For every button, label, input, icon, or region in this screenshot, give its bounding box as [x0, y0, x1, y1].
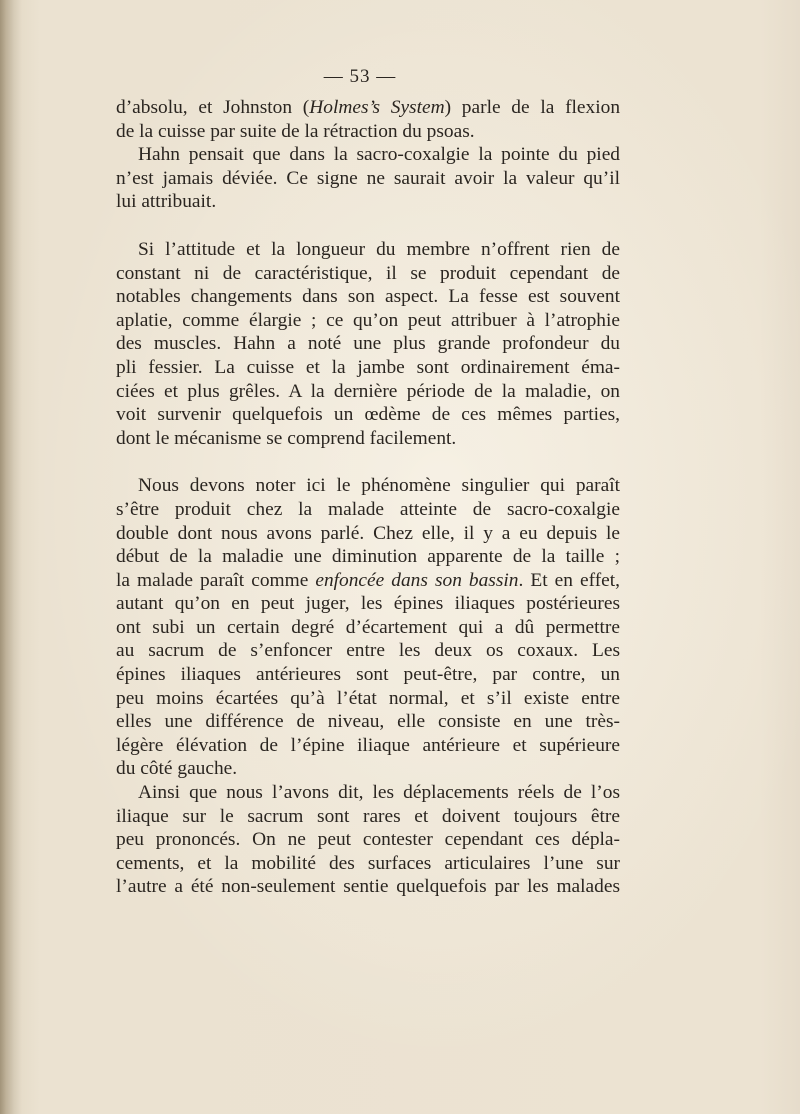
text-line: [116, 498, 620, 522]
text-run: Hahn pensait que dans la sacro-coxalgie la pointe du pied: [138, 144, 620, 166]
text-run: l’autre a été non-seulement sentie quelquefois par les malades: [116, 876, 620, 898]
text-line: [116, 143, 620, 167]
text-line: [116, 238, 620, 262]
text-line: [116, 262, 620, 286]
text-run: des muscles. Hahn a noté une plus grande profondeur du: [116, 333, 620, 355]
binding-gutter-shadow: [0, 0, 22, 1114]
text-line: [116, 805, 620, 829]
text-line: [116, 828, 620, 852]
text-run: la malade paraît comme: [116, 569, 316, 591]
text-line: [116, 309, 620, 333]
text-line: [116, 757, 620, 781]
paragraph-p4: [116, 474, 620, 781]
text-line: [116, 285, 620, 309]
text-run: aplatie, comme élargie ; ce qu’on peut attribuer à l’atrophie: [116, 309, 620, 331]
text-run: notables changements dans son aspect. La fesse est souvent: [116, 286, 620, 308]
text-line: [116, 120, 620, 144]
text-line: [116, 474, 620, 498]
text-run: ciées et plus grêles. A la dernière période de la maladie, on: [116, 380, 620, 402]
text-run: double dont nous avons parlé. Chez elle, il y a eu depuis le: [116, 522, 620, 544]
text-run: de la cuisse par suite de la rétraction du psoas.: [116, 120, 475, 142]
paragraph-gap: [116, 450, 620, 474]
body-text: [116, 96, 620, 899]
text-line: [116, 356, 620, 380]
text-line: [116, 616, 620, 640]
text-run: s’être produit chez la malade atteinte de sacro-coxalgie: [116, 498, 620, 520]
text-run: iliaque sur le sacrum sont rares et doivent toujours être: [116, 805, 620, 827]
text-run: épines iliaques antérieures sont peut-être, par contre, un: [116, 664, 620, 686]
text-run: constant ni de caractéristique, il se produit cependant de: [116, 262, 620, 284]
text-line: [116, 710, 620, 734]
text-line: [116, 734, 620, 758]
text-line: [116, 592, 620, 616]
text-line: [116, 781, 620, 805]
text-run: Ainsi que nous l’avons dit, les déplacements réels de l’os: [138, 782, 620, 804]
paragraph-p3: [116, 238, 620, 450]
text-run: peu moins écartées qu’à l’état normal, et s’il existe entre: [116, 687, 620, 709]
text-run: pli fessier. La cuisse et la jambe sont ordinairement éma-: [116, 356, 620, 378]
text-run: elles une différence de niveau, elle consiste en une très-: [116, 711, 620, 733]
text-line: [116, 427, 620, 451]
text-run: cements, et la mobilité des surfaces articulaires l’une sur: [116, 852, 620, 874]
text-line: [116, 687, 620, 711]
text-run: début de la maladie une diminution apparente de la taille ;: [116, 546, 620, 568]
text-run: autant qu’on en peut juger, les épines iliaques postérieures: [116, 593, 620, 615]
text-run: lui attribuait.: [116, 191, 217, 213]
text-line: [116, 332, 620, 356]
text-line: [116, 569, 620, 593]
text-line: [116, 167, 620, 191]
text-run: dont le mécanisme se comprend facilement.: [116, 427, 457, 449]
italic-text: enfoncée dans son bassin: [315, 569, 519, 591]
text-run: Si l’attitude et la longueur du membre n’offrent rien de: [138, 238, 620, 260]
text-run: peu prononcés. On ne peut contester cependant ces dépla-: [116, 829, 620, 851]
paragraph-p5: [116, 781, 620, 899]
page-number: — 53 —: [323, 66, 397, 87]
text-run: au sacrum de s’enfoncer entre les deux os coxaux. Les: [116, 640, 620, 662]
paragraph-gap: [116, 214, 620, 238]
text-line: [116, 875, 620, 899]
text-line: [116, 545, 620, 569]
text-run: voit survenir quelquefois un œdème de ces mêmes parties,: [116, 404, 620, 426]
text-run: d’absolu, et Johnston (: [116, 97, 310, 118]
text-run: . Et en effet,: [518, 569, 621, 591]
text-run: ont subi un certain degré d’écartement qui a dû permettre: [116, 616, 620, 638]
text-run: du côté gauche.: [116, 758, 238, 780]
text-line: [116, 522, 620, 546]
text-run: légère élévation de l’épine iliaque antérieure et supérieure: [116, 734, 620, 756]
italic-text: Holmes’s System: [309, 97, 445, 118]
text-run: n’est jamais déviée. Ce signe ne saurait avoir la valeur qu’il: [116, 167, 620, 189]
text-line: [116, 380, 620, 404]
text-line: [116, 663, 620, 687]
text-line: [116, 403, 620, 427]
text-line: [116, 639, 620, 663]
text-run: Nous devons noter ici le phénomène singulier qui paraît: [138, 475, 620, 497]
paragraph-p2: [116, 143, 620, 214]
text-line: [116, 190, 620, 214]
text-line: [116, 852, 620, 876]
text-line: [116, 96, 620, 120]
text-run: ) parle de la flexion: [444, 97, 621, 118]
paragraph-p1: [116, 96, 620, 143]
